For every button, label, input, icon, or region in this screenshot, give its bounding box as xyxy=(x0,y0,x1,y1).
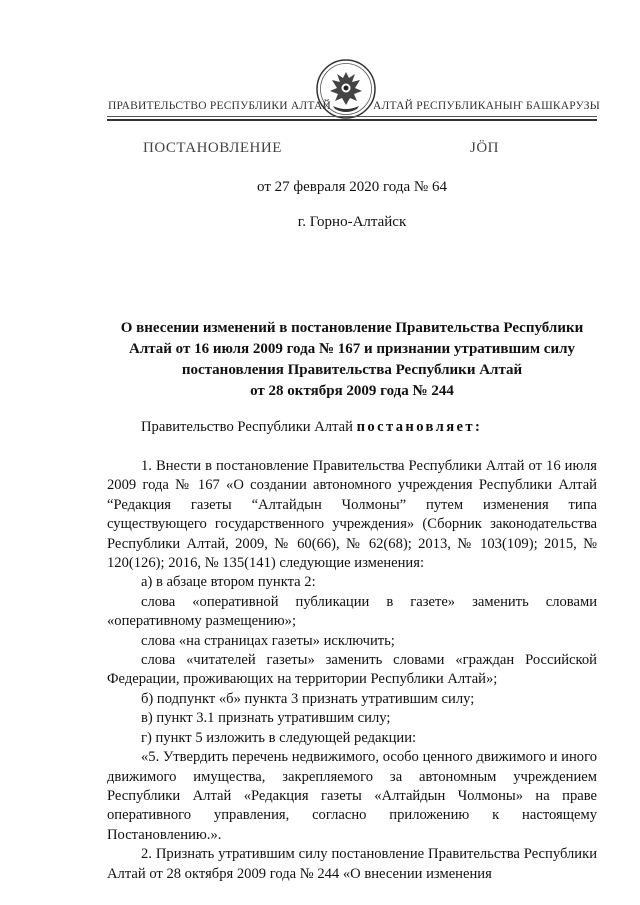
body-paragraph: слова «читателей газеты» заменить словами «граждан Российской Федерации, проживающих на территории Республики Алтай»; xyxy=(107,652,597,688)
body-paragraph: в) пункт 3.1 признать утратившим силу; xyxy=(141,710,391,727)
body-paragraph: 1. Внести в постановление Правительства Республики Алтай от 16 июля 2009 года № 167 «О создании автономного учреждения Республики Алтай “Редакция газеты “Алтайдын Чолмоны” путем изменения типа существующего государственного учреждения» (Сборник законодательства Республики Алтай, 2009, № 60(66), № 62(68); 2013, № 103(109); 2015, № 120(126); 2016, № 135(141) следующие изменения: xyxy=(107,458,597,572)
preamble-text: Правительство Республики Алтай xyxy=(141,419,357,435)
preamble-emphasis: постановляет: xyxy=(356,419,483,435)
body-paragraph: б) подпункт «б» пункта 3 признать утратившим силу; xyxy=(141,690,475,707)
title-line: Алтай от 16 июля 2009 года № 167 и признании утратившим силу xyxy=(128,341,575,357)
body-paragraph: слова «на страницах газеты» исключить; xyxy=(141,632,395,649)
header-rule-thick xyxy=(107,119,597,121)
doc-type-russian: ПОСТАНОВЛЕНИЕ xyxy=(143,140,282,156)
document-date: от 27 февраля 2020 года № 64 xyxy=(257,179,447,195)
document-title xyxy=(107,318,597,402)
body-paragraph: слова «оперативной публикации в газете» заменить словами «оперативному размещению»; xyxy=(107,593,597,630)
doc-type-altai: ЈӦП xyxy=(470,140,500,156)
title-line: от 28 октября 2009 года № 244 xyxy=(250,383,454,399)
header-rule-thin xyxy=(107,116,597,117)
body-paragraph: а) в абзаце втором пункта 2: xyxy=(141,574,316,591)
body-paragraph: «5. Утвердить перечень недвижимого, особо ценного движимого и иного движимого имущества, закрепляемого за автономным учреждением Республики Алтай «Редакция газеты «Алтайдын Чолмоны» на праве оперативного управления, согласно приложению к настоящему Постановлению.». xyxy=(107,749,597,843)
body-paragraph: 2. Признать утратившим силу постановление Правительства Республики Алтай от 28 октября 2009 года № 244 «О внесении изменения xyxy=(107,846,597,882)
org-name-altai: АЛТАЙ РЕСПУБЛИКАНЫҤ БАШКАРУЗЫ xyxy=(373,100,600,112)
preamble xyxy=(107,418,597,437)
document-body xyxy=(107,457,597,884)
title-line: постановления Правительства Республики Алтай xyxy=(181,362,523,378)
document-city: г. Горно-Алтайск xyxy=(297,214,407,230)
title-line: О внесении изменений в постановление Правительства Республики xyxy=(120,320,584,336)
org-name-russian: ПРАВИТЕЛЬСТВО РЕСПУБЛИКИ АЛТАЙ xyxy=(108,100,332,112)
body-paragraph: г) пункт 5 изложить в следующей редакции: xyxy=(141,729,417,746)
